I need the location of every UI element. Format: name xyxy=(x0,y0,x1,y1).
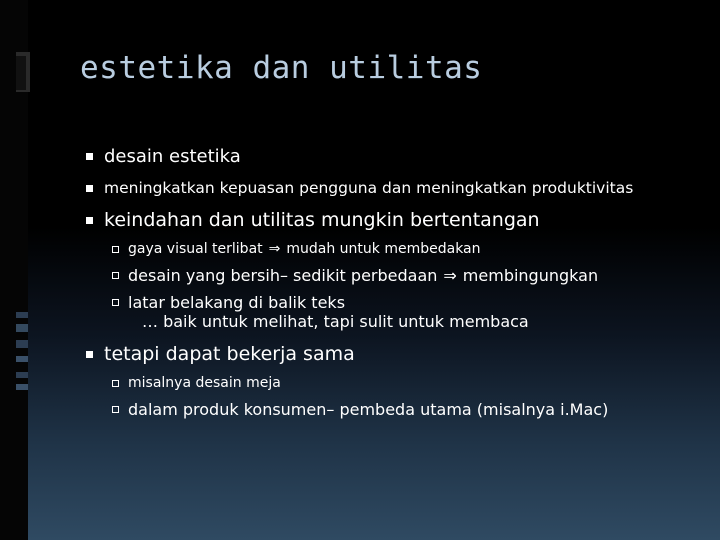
hollow-square-bullet-icon xyxy=(112,246,119,253)
sub-bullet-text: dalam produk konsumen– pembeda utama (misalnya i.Mac) xyxy=(128,400,609,419)
bullet-text: keindahan dan utilitas mungkin bertentangan xyxy=(104,209,540,231)
square-bullet-icon xyxy=(86,185,93,192)
sub-bullet-item xyxy=(86,293,706,331)
hollow-square-bullet-icon xyxy=(112,299,119,306)
bullet-text: meningkatkan kepuasan pengguna dan meningkatkan produktivitas xyxy=(104,179,634,197)
hollow-square-bullet-icon xyxy=(112,380,119,387)
bullet-item xyxy=(86,146,706,167)
decor-block xyxy=(16,372,28,378)
decor-block xyxy=(16,324,28,332)
bullet-item xyxy=(86,343,706,365)
decor-block xyxy=(16,356,28,362)
square-bullet-icon xyxy=(86,153,93,160)
sub-bullet-text: misalnya desain meja xyxy=(128,375,281,391)
square-bullet-icon xyxy=(86,217,93,224)
slide-title: estetika dan utilitas xyxy=(80,50,483,86)
slide-body xyxy=(86,146,706,427)
bullet-item xyxy=(86,209,706,231)
decor-block xyxy=(16,312,28,318)
implies-arrow-icon: ⇒ xyxy=(268,241,281,257)
hollow-square-bullet-icon xyxy=(112,272,119,279)
implies-arrow-icon: ⇒ xyxy=(443,266,457,285)
decor-block xyxy=(16,340,28,348)
sub-bullet-text: latar belakang di balik teks … baik untuk melihat, tapi sulit untuk membaca xyxy=(128,293,529,331)
sub-bullet-text: desain yang bersih– sedikit perbedaan ⇒ membingungkan xyxy=(128,266,599,285)
sub-bullet-item xyxy=(86,375,706,391)
bullet-text: tetapi dapat bekerja sama xyxy=(104,343,355,365)
bullet-text: desain estetika xyxy=(104,146,241,167)
hollow-square-bullet-icon xyxy=(112,406,119,413)
sub-bullet-text: gaya visual terlibat ⇒ mudah untuk membedakan xyxy=(128,241,481,257)
sub-bullet-item xyxy=(86,400,706,419)
decor-block xyxy=(16,384,28,390)
bullet-item xyxy=(86,179,706,197)
sub-bullet-item xyxy=(86,266,706,285)
square-bullet-icon xyxy=(86,351,93,358)
decor-block xyxy=(16,56,26,90)
sub-bullet-item xyxy=(86,241,706,257)
